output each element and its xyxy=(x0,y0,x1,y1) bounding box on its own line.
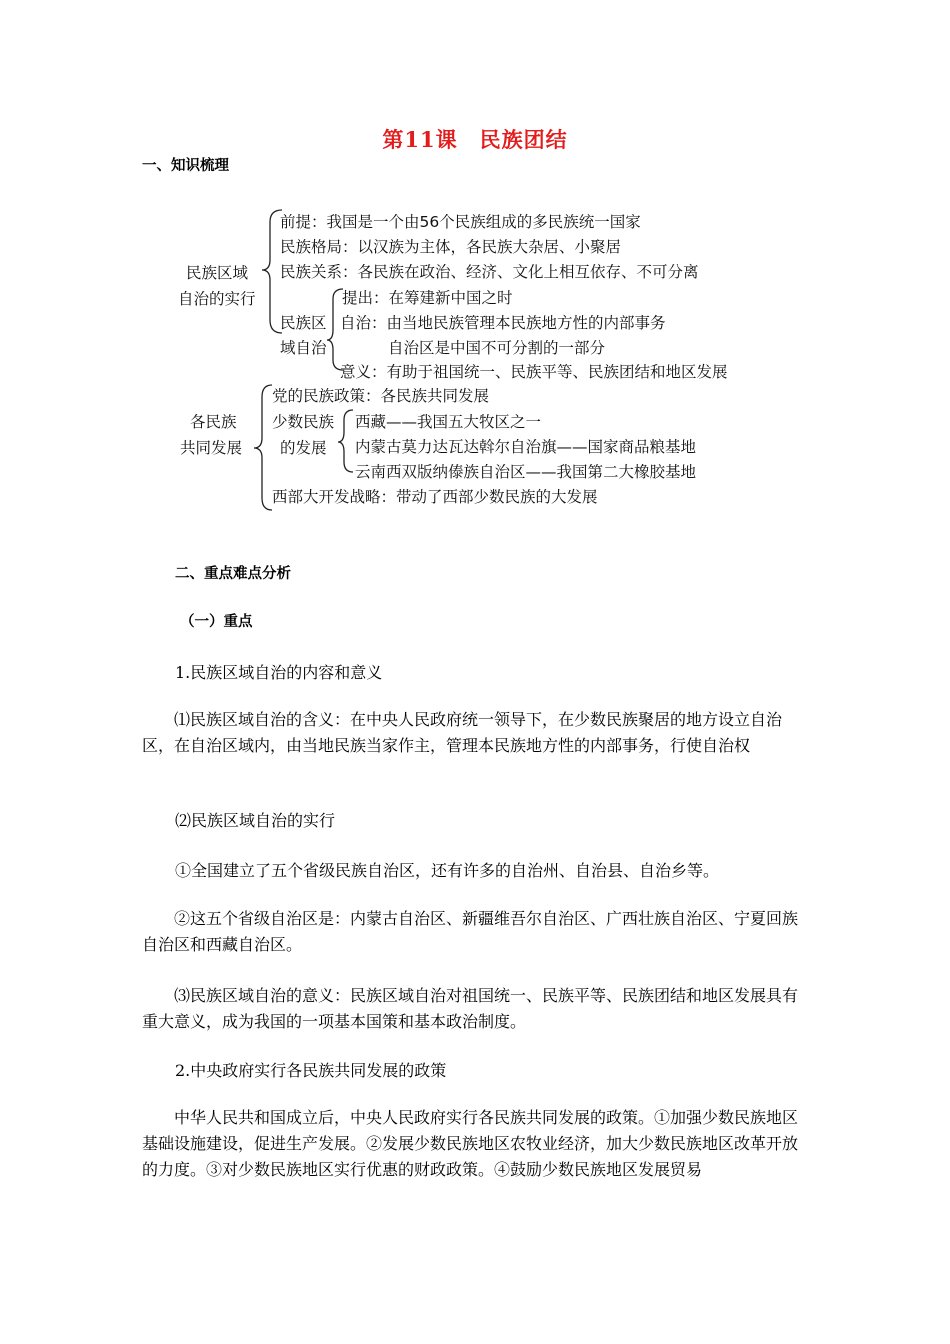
diagram-western: 西部大开发战略：带动了西部少数民族的大发展 xyxy=(272,488,598,506)
diagram-label-autonomy-1: 民族区域 xyxy=(186,264,249,282)
diagram-premise: 前提：我国是一个由56个民族组成的多民族统一国家 xyxy=(280,213,641,231)
paragraph-implementation: ⑵民族区域自治的实行 xyxy=(175,811,336,830)
section-heading-knowledge: 一、知识梳理 xyxy=(142,157,229,174)
paragraph-five-regions: ①全国建立了五个省级民族自治区，还有许多的自治州、自治县、自治乡等。 xyxy=(175,861,720,880)
diagram-sublabel-1: 民族区 xyxy=(280,314,327,332)
paragraph-significance: ⑶民族区域自治的意义：民族区域自治对祖国统一、民族平等、民族团结和地区发展具有重大意义，成为我国的一项基本国策和基本政治制度。 xyxy=(142,986,799,1031)
diagram-proposed: 提出：在筹建新中国之时 xyxy=(342,289,513,307)
section-heading-analysis: 二、重点难点分析 xyxy=(175,565,291,582)
bracket-autonomy xyxy=(262,210,282,333)
diagram-meaning: 意义：有助于祖国统一、民族平等、民族团结和地区发展 xyxy=(340,363,728,381)
diagram-label-autonomy-2: 自治的实行 xyxy=(178,290,256,308)
page-title: 第11课 民族团结 xyxy=(382,127,568,152)
paragraph-definition: ⑴民族区域自治的含义：在中央人民政府统一领导下，在少数民族聚居的地方设立自治区，在自治区域内，由当地民族当家作主，管理本民族地方性的内部事务，行使自治权 xyxy=(142,710,783,755)
diagram-policy: 党的民族政策：各民族共同发展 xyxy=(272,387,490,405)
diagram-pattern: 民族格局：以汉族为主体，各民族大杂居、小聚居 xyxy=(280,238,622,256)
bracket-minority xyxy=(338,410,353,472)
diagram-autonomy: 自治：由当地民族管理本民族地方性的内部事务 xyxy=(340,314,666,332)
paragraph-common-development: 中华人民共和国成立后，中央人民政府实行各民族共同发展的政策。①加强少数民族地区基础设施建设，促进生产发展。②发展少数民族地区农牧业经济，加大少数民族地区改革开放的力度。③对少数民族地区实行优惠的财政政策。④鼓励少数民族地区发展贸易 xyxy=(142,1108,799,1179)
diagram-label-development-2: 共同发展 xyxy=(180,439,243,457)
diagram-sublabel-2: 域自治 xyxy=(280,339,327,357)
paragraph-region-list: ②这五个省级自治区是：内蒙古自治区、新疆维吾尔自治区、广西壮族自治区、宁夏回族自治区和西藏自治区。 xyxy=(142,909,799,954)
diagram-label-development-1: 各民族 xyxy=(190,413,237,431)
diagram-yunnan: 云南西双版纳傣族自治区——我国第二大橡胶基地 xyxy=(355,463,697,481)
diagram-tibet: 西藏——我国五大牧区之一 xyxy=(355,413,542,431)
item2-title: 2.中央政府实行各民族共同发展的政策 xyxy=(175,1061,447,1080)
diagram-part: 自治区是中国不可分割的一部分 xyxy=(388,339,606,357)
diagram-inner-mongolia: 内蒙古莫力达瓦达斡尔自治旗——国家商品粮基地 xyxy=(355,438,697,456)
diagram-minority-label-1: 少数民族 xyxy=(272,413,335,431)
subsection-heading-key-points: （一）重点 xyxy=(180,613,253,630)
bracket-development xyxy=(254,385,272,510)
item1-title: 1.民族区域自治的内容和意义 xyxy=(175,663,383,682)
diagram-minority-label-2: 的发展 xyxy=(280,439,327,457)
diagram-relation: 民族关系：各民族在政治、经济、文化上相互依存、不可分离 xyxy=(280,263,699,281)
